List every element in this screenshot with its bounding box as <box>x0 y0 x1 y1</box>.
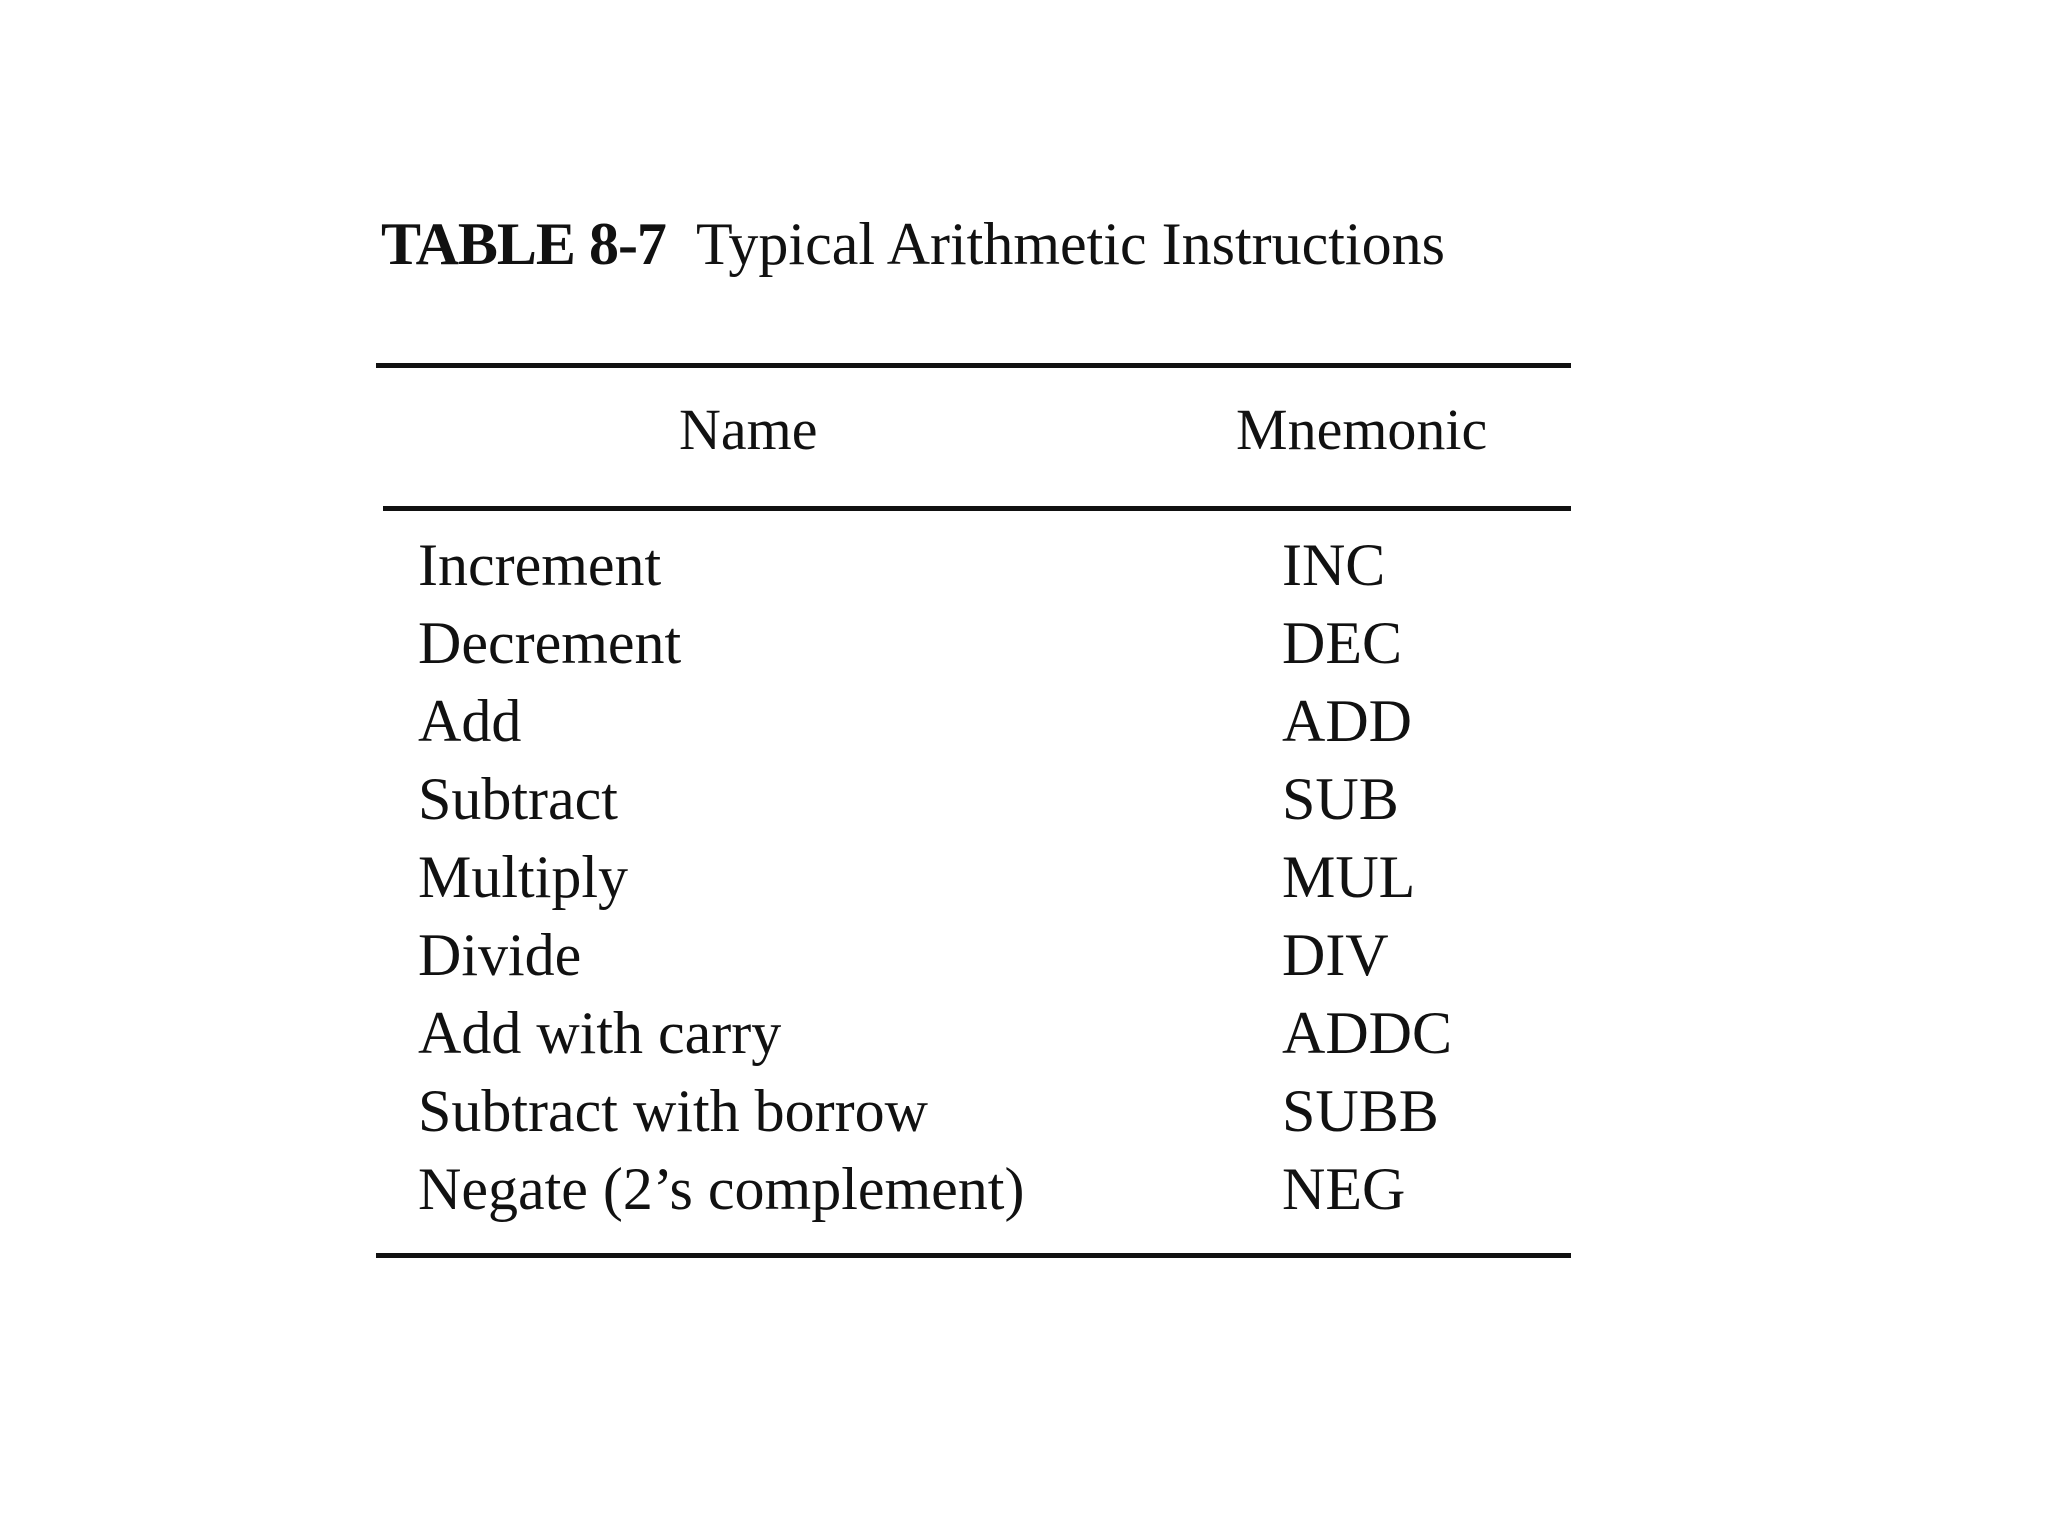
table-row <box>0 838 2048 916</box>
table-row <box>0 1150 2048 1228</box>
row-mnemonic: DEC <box>1282 610 1402 676</box>
row-name: Add <box>418 688 522 754</box>
row-mnemonic: ADD <box>1282 688 1412 754</box>
row-name: Subtract with borrow <box>418 1078 928 1144</box>
row-name: Add with carry <box>418 1000 782 1066</box>
table-top-rule <box>376 363 1571 368</box>
row-mnemonic: NEG <box>1282 1156 1406 1222</box>
row-name: Subtract <box>418 766 618 832</box>
table-title: Typical Arithmetic Instructions <box>695 211 1445 277</box>
row-mnemonic: DIV <box>1282 922 1389 988</box>
table-header-rule <box>383 506 1571 511</box>
table-row <box>0 682 2048 760</box>
table-row <box>0 916 2048 994</box>
table-row <box>0 526 2048 604</box>
table-caption <box>381 204 1445 284</box>
table-row <box>0 994 2048 1072</box>
row-mnemonic: MUL <box>1282 844 1416 910</box>
row-name: Negate (2’s complement) <box>418 1156 1025 1222</box>
table-row <box>0 1072 2048 1150</box>
row-mnemonic: SUBB <box>1282 1078 1439 1144</box>
column-header-name: Name <box>679 397 818 462</box>
table-row <box>0 760 2048 838</box>
table-label: TABLE 8-7 <box>381 211 666 277</box>
row-mnemonic: INC <box>1282 532 1386 598</box>
row-name: Divide <box>418 922 582 988</box>
row-name: Multiply <box>418 844 629 910</box>
row-name: Decrement <box>418 610 682 676</box>
row-mnemonic: SUB <box>1282 766 1399 832</box>
row-name: Increment <box>418 532 662 598</box>
table-body <box>0 526 2048 1228</box>
table-row <box>0 604 2048 682</box>
table-bottom-rule <box>376 1253 1571 1258</box>
column-header-mnemonic: Mnemonic <box>1236 397 1488 462</box>
row-mnemonic: ADDC <box>1282 1000 1453 1066</box>
